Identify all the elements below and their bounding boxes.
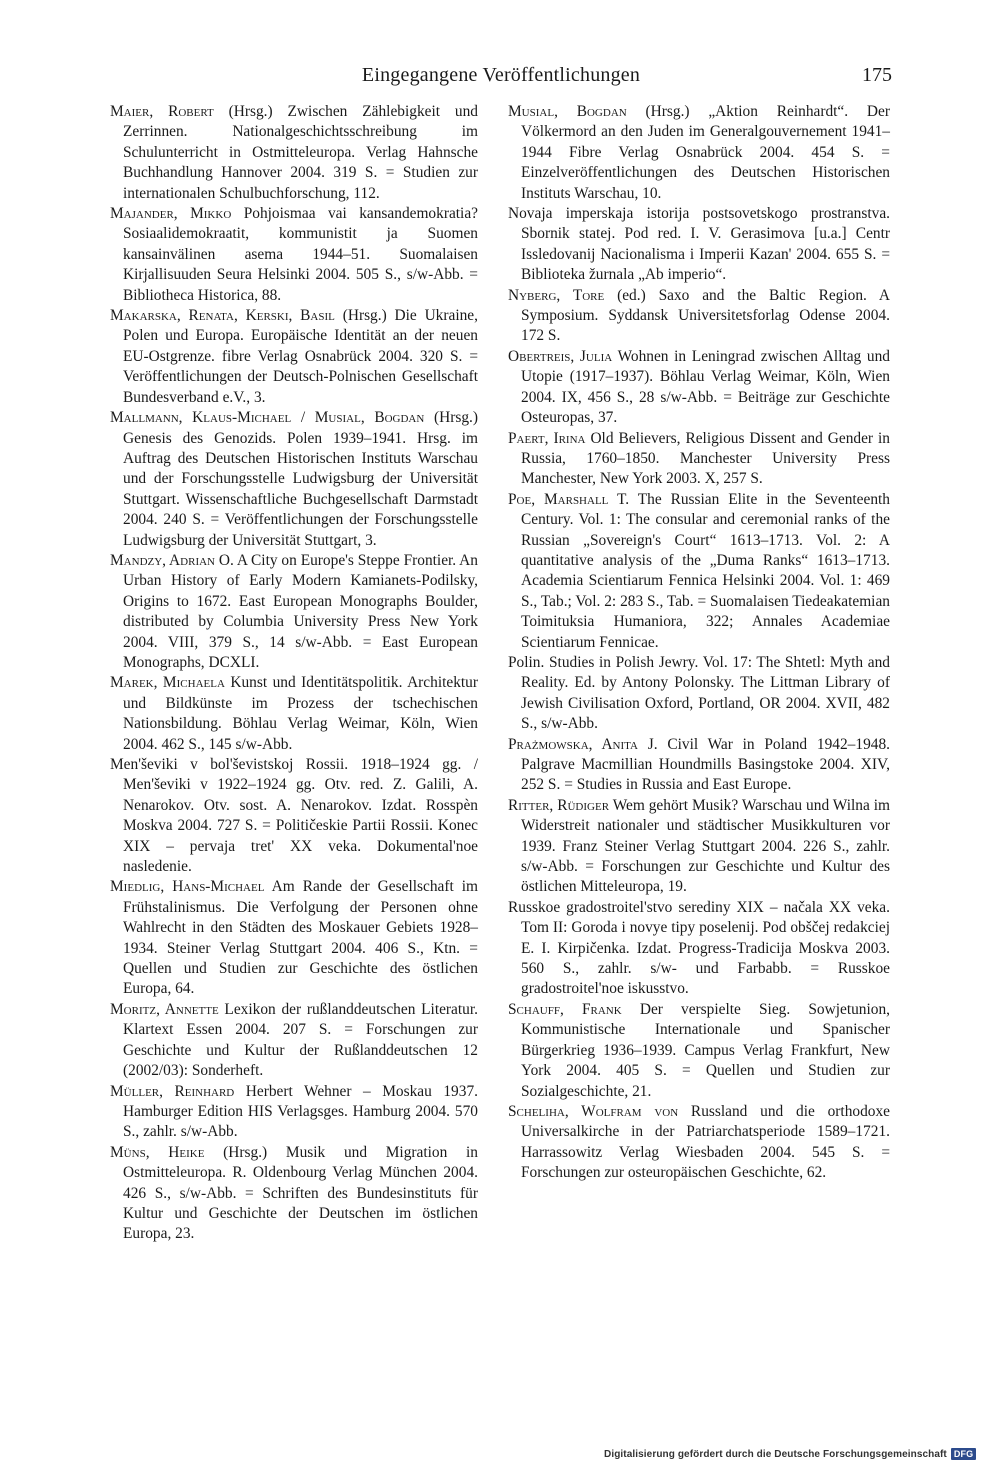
entry-text: J. Civil War in Poland 1942–1948. Palgrave Macmillian Houndmills Basingstoke 2004. XIV, 252 S. = Studies in Russia and East Europe. xyxy=(521,735,890,794)
entry-author: Musial, Bogdan xyxy=(508,103,627,120)
bib-entry-polin xyxy=(508,653,890,735)
entry-author: Miedlig, Hans-Michael xyxy=(110,878,265,896)
bib-entry-miedlig xyxy=(110,877,478,999)
entry-text: Wem gehört Musik? Warschau und Wilna im Widerstreit nationaler und städtischer Musikkulturen vor 1939. Franz Steiner Verlag Stuttgart 2004. 226 S., zahlr. s/w-Abb. = Forschungen zur Geschichte und Kultur des östlichen Mitteleuropa, 19. xyxy=(521,796,890,896)
bib-entry-novaja xyxy=(508,204,890,286)
entry-text: T. The Russian Elite in the Seventeenth Century. Vol. 1: The consular and ceremonial ranks of the Russian „Sovereign's Court“ 1613–1713. Vol. 2: A quantitative analysis of the „Duma Ranks“ 1613–1713. Academia Scientiarum Fennica Helsinki 2004. Vol. 1: 469 S., Tab.; Vol. 2: 283 S., Tab. = Suomalaisen Tiedeakatemian Toimituksia Humaniora, 322; Annales Academiae Scientiarum Fennicae. xyxy=(521,490,890,651)
entry-author: Mallmann, Klaus-Michael / Musial, Bogdan xyxy=(110,409,425,427)
entry-author: Schauff, Frank xyxy=(508,1000,622,1018)
bib-entry-mueller xyxy=(110,1082,478,1143)
entry-author: Makarska, Renata, Kerski, Basil xyxy=(110,307,335,325)
entry-text: Russkoe gradostroitel'stvo serediny XIX – načala XX veka. Tom II: Goroda i novye tipy poselenij. Pod obščej redakciej E. I. Kirpičenka. Izdat. Progress-Tradicija Moskva 2003. 560 S., zahlr. s/w- und Farbabb. = Russkoe gradostroitel'noe iskusstvo. xyxy=(508,898,890,998)
entry-text: (Hrsg.) „Aktion Reinhardt“. Der Völkermord an den Juden im Generalgouvernement 1941–1944 Fibre Verlag Osnabrück 2004. 454 S. = Einzelveröffentlichungen des Deutschen Historischen Instituts Warschau, 10. xyxy=(521,103,890,202)
entry-author: Moritz, Annette xyxy=(110,1000,219,1018)
bib-entry-poe xyxy=(508,490,890,653)
running-title: Eingegangene Veröffentlichungen xyxy=(361,64,641,86)
bib-entry-mandzy xyxy=(110,551,478,673)
footer-text: Digitalisierung gefördert durch die Deutsche Forschungsgemeinschaft xyxy=(604,1448,947,1460)
bib-entry-menseviki xyxy=(110,755,478,877)
bib-entry-maier xyxy=(110,102,478,204)
entry-author: Müns, Heike xyxy=(110,1143,205,1161)
entry-text: Der verspielte Sieg. Sowjetunion, Kommunistische Internationale und Spanischer Bürgerkrieg 1936–1939. Campus Verlag Frankfurt, New York 2004. 405 S. = Quellen und Studien zur Sozialgeschichte, 21. xyxy=(521,1000,891,1100)
left-column xyxy=(110,102,478,1245)
bib-entry-marek xyxy=(110,673,478,755)
entry-author: Ritter, Rüdiger xyxy=(508,796,610,814)
entry-text: Lexikon der rußlanddeutschen Literatur. Klartext Essen 2004. 207 S. = Forschungen zur Geschichte und Kultur der Rußlanddeutschen 12 (2002/03): Sonderheft. xyxy=(123,1000,478,1080)
entry-author: Mandzy, Adrian xyxy=(110,551,216,569)
entry-text: Novaja imperskaja istorija postsovetskogo prostranstva. Sbornik statej. Pod red. I. V. Gerasimova [u.a.] Centr Issledovanij Nacionalisma i Imperii Kazan' 2004. 655 S. = Biblioteka žurnala „Ab imperio“. xyxy=(508,205,890,284)
entry-author: Nyberg, Tore xyxy=(508,286,605,304)
entry-text: Men'ševiki v bol'ševistskoj Rossii. 1918–1924 gg. / Men'ševiki v 1922–1924 gg. Otv. red. Z. Galili, A. Nenarokov. Otv. sost. A. Nenarokov. Izdat. Rosspèn Moskva 2004. 727 S. = Političeskie Partii Rossii. Konec XIX – pervaja tret' XX veka. Dokumental'noe nasledenie. xyxy=(110,756,478,876)
entry-text: (Hrsg.) Zwischen Zählebigkeit und Zerrinnen. Nationalgeschichtsschreibung im Schulunterricht in Ostmitteleuropa. Verlag Hahnsche Buchhandlung Hannover 2004. 319 S. = Studien zur internationalen Schulbuchforschung, 112. xyxy=(123,103,478,202)
bib-entry-makarska xyxy=(110,306,478,408)
entry-text: (Hrsg.) Genesis des Genozids. Polen 1939–1941. Hrsg. im Auftrag des Deutschen Historischen Instituts Warschau und der Forschungsstelle Ludwigsburg der Universität Stuttgart. Wissenschaftliche Buchgesellschaft Darmstadt 2004. 240 S. = Veröffentlichungen der Forschungsstelle Ludwigsburg der Universität Stuttgart, 3. xyxy=(123,409,478,549)
entry-text: Old Believers, Religious Dissent and Gender in Russia, 1760–1850. Manchester University Press Manchester, New York 2003. X, 257 S. xyxy=(521,429,891,488)
entry-text: Pohjoismaa vai kansandemokratia? Sosiaalidemokraatit, kommunistit ja Suomen kansainvälinen asema 1944–51. Suomalaisen Kirjallisuuden Seura Helsinki 2004. 505 S., s/w-Abb. = Bibliotheca Historica, 88. xyxy=(123,205,478,304)
entry-text: (Hrsg.) Musik und Migration in Ostmitteleuropa. R. Oldenbourg Verlag München 2004. 426 S., s/w-Abb. = Schriften des Bundesinstituts für Kultur und Geschichte der Deutschen im östlichen Europa, 23. xyxy=(123,1143,478,1243)
right-column xyxy=(508,102,890,1184)
bib-entry-prazmowska xyxy=(508,735,890,796)
entry-text: (Hrsg.) Die Ukraine, Polen und Europa. Europäische Identität an der neuen EU-Ostgrenze. fibre Verlag Osnabrück 2004. 320 S. = Veröffentlichungen der Deutsch-Polnischen Gesellschaft Bundesverband e.V., 3. xyxy=(123,307,478,406)
bib-entry-paert xyxy=(508,429,890,490)
entry-author: Marek, Michaela xyxy=(110,674,225,692)
running-header xyxy=(110,64,892,94)
bib-entry-scheliha xyxy=(508,1102,890,1184)
entry-text: Wohnen in Leningrad zwischen Alltag und Utopie (1917–1937). Böhlau Verlag Weimar, Köln, Wien 2004. IX, 456 S., 28 s/w-Abb. = Beiträge zur Geschichte Osteuropas, 37. xyxy=(521,347,891,427)
entry-text: O. A City on Europe's Steppe Frontier. An Urban History of Early Modern Kamianets-Podilsky, Origins to 1672. East European Monographs Boulder, distributed by Columbia University Press New York 2004. VIII, 379 S., 14 s/w-Abb. = East European Monographs, DCXLI. xyxy=(123,551,478,671)
bib-entry-mallmann xyxy=(110,408,478,551)
entry-author: Paert, Irina xyxy=(508,429,586,447)
entry-text: (ed.) Saxo and the Baltic Region. A Symposium. Syddansk Universitetsforlag Odense 2004. 172 S. xyxy=(521,286,890,345)
bib-entry-majander xyxy=(110,204,478,306)
entry-author: Scheliha, Wolfram von xyxy=(508,1102,679,1120)
entry-text: Kunst und Identitätspolitik. Architektur und Bildkünste im Prozess der tschechischen Nationsbildung. Böhlau Verlag Weimar, Köln, Wien 2004. 462 S., 145 s/w-Abb. xyxy=(123,674,479,753)
bib-entry-musial xyxy=(508,102,890,204)
entry-author: Obertreis, Julia xyxy=(508,347,613,365)
page-number: 175 xyxy=(862,64,892,86)
entry-author: Müller, Reinhard xyxy=(110,1082,235,1100)
entry-text: Russland und die orthodoxe Universalkirche in der Patriarchatsperiode 1589–1721. Harrassowitz Verlag Wiesbaden 2004. 545 S. = Forschungen zur osteuropäischen Geschichte, 62. xyxy=(521,1102,890,1182)
entry-text: Herbert Wehner – Moskau 1937. Hamburger Edition HIS Verlagsges. Hamburg 2004. 570 S., zahlr. s/w-Abb. xyxy=(123,1082,478,1141)
bib-entry-russkoe xyxy=(508,898,890,1000)
entry-author: Poe, Marshall xyxy=(508,490,609,508)
bib-entry-nyberg xyxy=(508,286,890,347)
bib-entry-ritter xyxy=(508,796,890,898)
entry-author: Majander, Mikko xyxy=(110,205,232,223)
bib-entry-schauff xyxy=(508,1000,890,1102)
entry-text: Polin. Studies in Polish Jewry. Vol. 17: The Shtetl: Myth and Reality. Ed. by Antony Polonsky. The Littman Library of Jewish Civilisation Oxford, Portland, OR 2004. XVII, 482 S., s/w-Abb. xyxy=(508,653,890,733)
entry-author: Maier, Robert xyxy=(110,103,214,120)
dfg-logo: DFG xyxy=(951,1448,976,1460)
bib-entry-obertreis xyxy=(508,347,890,429)
bib-entry-muens xyxy=(110,1143,478,1245)
digitization-footer xyxy=(604,1448,976,1460)
entry-author: Prażmowska, Anita xyxy=(508,735,638,753)
entry-text: Am Rande der Gesellschaft im Frühstalinismus. Die Verfolgung der Personen ohne Wahlrecht in den Städten des Moskauer Gebiets 1928–1934. Steiner Verlag Stuttgart 2004. 406 S., Ktn. = Quellen und Studien zur Geschichte des östlichen Europa, 64. xyxy=(123,878,478,998)
bib-entry-moritz xyxy=(110,1000,478,1082)
